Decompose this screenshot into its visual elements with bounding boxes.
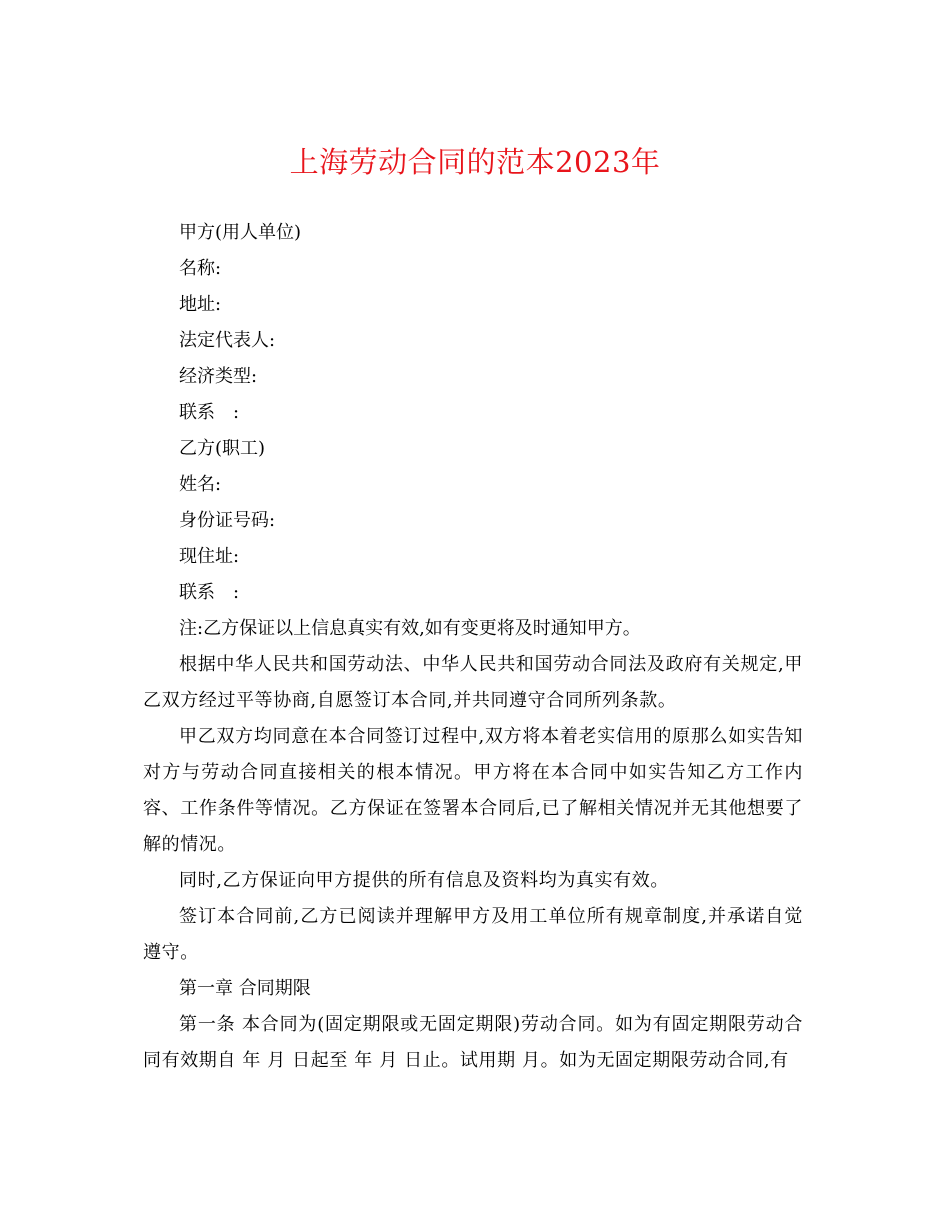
party-b-name-label: 姓名:: [179, 474, 222, 495]
party-b-address-label: 现住址:: [179, 546, 240, 567]
party-a-economic-type-label: 经济类型:: [179, 366, 258, 387]
info-note: 注:乙方保证以上信息真实有效,如有变更将及时通知甲方。: [179, 618, 641, 639]
document-title: 上海劳动合同的范本2023年: [289, 145, 661, 179]
party-b-id-label: 身份证号码:: [179, 510, 276, 531]
party-a-address-label: 地址:: [179, 294, 222, 315]
party-a-heading: 甲方(用人单位): [179, 222, 302, 243]
paragraph-legal-basis: 根据中华人民共和国劳动法、中华人民共和国劳动合同法及政府有关规定,甲乙双方经过平等协商,自愿签订本合同,并共同遵守合同所列条款。: [143, 654, 803, 711]
paragraph-rules-acknowledgement: 签订本合同前,乙方已阅读并理解甲方及用工单位所有规章制度,并承诺自觉遵守。: [143, 906, 803, 963]
party-a-contact-label: 联系 :: [179, 402, 240, 423]
party-a-legal-rep-label: 法定代表人:: [179, 330, 276, 351]
party-a-name-label: 名称:: [179, 258, 222, 279]
document-body: [143, 215, 803, 1079]
party-b-contact-label: 联系 :: [179, 582, 240, 603]
article-1: 第一条 本合同为(固定期限或无固定期限)劳动合同。如为有固定期限劳动合同有效期自 年 月 日起至 年 月 日止。试用期 月。如为无固定期限劳动合同,有: [143, 1014, 803, 1071]
paragraph-good-faith: 甲乙双方均同意在本合同签订过程中,双方将本着老实信用的原那么如实告知对方与劳动合同直接相关的根本情况。甲方将在本合同中如实告知乙方工作内容、工作条件等情况。乙方保证在签署本合同后,已了解相关情况并无其他想要了解的情况。: [143, 726, 803, 855]
chapter-1-heading: 第一章 合同期限: [179, 978, 311, 999]
paragraph-info-guarantee: 同时,乙方保证向甲方提供的所有信息及资料均为真实有效。: [179, 870, 669, 891]
party-b-heading: 乙方(职工): [179, 438, 266, 459]
